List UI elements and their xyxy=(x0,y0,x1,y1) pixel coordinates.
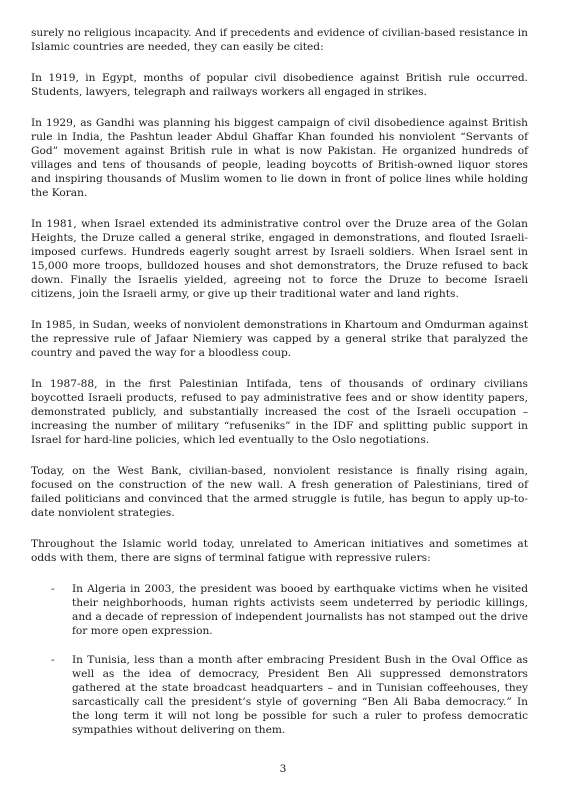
paragraph-sudan-1985: In 1985, in Sudan, weeks of nonviolent demonstrations in Khartoum and Omdurman against the repressive rule of Jafaar Niemiery was capped by a general strike that paralyzed the country and paved the way for a bloodless coup. xyxy=(31,319,528,359)
paragraph-intro: surely no religious incapacity. And if precedents and evidence of civilian-based resistance in Islamic countries are needed, they can easily be cited: xyxy=(31,27,528,53)
document-page xyxy=(31,26,528,752)
bullet-marker: - xyxy=(51,583,55,595)
bullet-item-algeria xyxy=(31,582,528,638)
bullet-text: In Tunisia, less than a month after embracing President Bush in the Oval Office as well as the idea of democracy, President Ben Ali suppressed demonstrators gathered at the state broadcast headquarters – and in Tunisian coffeehouses, they sarcastically call the president’s style of governing “Ben Ali Baba democracy.” In the long term it will not long be possible for such a ruler to profess democratic sympathies without delivering on them. xyxy=(72,654,528,736)
bullet-text: In Algeria in 2003, the president was booed by earthquake victims when he visited their neighborhoods, human rights activists seem undeterred by periodic killings, and a decade of repression of independent journalists has not stamped out the drive for more open expression. xyxy=(72,583,528,637)
paragraph-egypt-1919: In 1919, in Egypt, months of popular civil disobedience against British rule occurred. Students, lawyers, telegraph and railways workers all engaged in strikes. xyxy=(31,72,528,98)
paragraph-west-bank: Today, on the West Bank, civilian-based, nonviolent resistance is finally rising again, focused on the construction of the new wall. A fresh generation of Palestinians, tired of failed politicians and convinced that the armed struggle is futile, has begun to apply up-to-date nonviolent strategies. xyxy=(31,465,528,519)
paragraph-islamic-world: Throughout the Islamic world today, unrelated to American initiatives and sometimes at odds with them, there are signs of terminal fatigue with repressive rulers: xyxy=(31,538,528,564)
paragraph-india-1929: In 1929, as Gandhi was planning his biggest campaign of civil disobedience against British rule in India, the Pashtun leader Abdul Ghaffar Khan founded his nonviolent “Servants of God” movement against British rule in what is now Pakistan. He organized hundreds of villages and tens of thousands of people, leading boycotts of British-owned liquor stores and inspiring thousands of Muslim women to lie down in front of police lines while holding the Koran. xyxy=(31,117,528,199)
bullet-list xyxy=(31,582,528,737)
paragraph-intifada-1987: In 1987-88, in the first Palestinian Intifada, tens of thousands of ordinary civilians boycotted Israeli products, refused to pay administrative fees and or show identity papers, demonstrated publicly, and substantially increased the cost of the Israeli occupation – increasing the number of military “refuseniks” in the IDF and splitting public support in Israel for hard-line policies, which led eventually to the Oslo negotiations. xyxy=(31,378,528,446)
bullet-marker: - xyxy=(51,654,55,666)
bullet-item-tunisia xyxy=(31,653,528,737)
paragraph-golan-1981: In 1981, when Israel extended its administrative control over the Druze area of the Golan Heights, the Druze called a general strike, engaged in demonstrations, and flouted Israeli-imposed curfews. Hundreds eagerly sought arrest by Israeli soldiers. When Israel sent in 15,000 more troops, bulldozed houses and shot demonstrators, the Druze refused to back down. Finally the Israelis yielded, agreeing not to force the Druze to become Israeli citizens, join the Israeli army, or give up their traditional water and land rights. xyxy=(31,218,528,300)
page-number: 3 xyxy=(279,763,287,775)
